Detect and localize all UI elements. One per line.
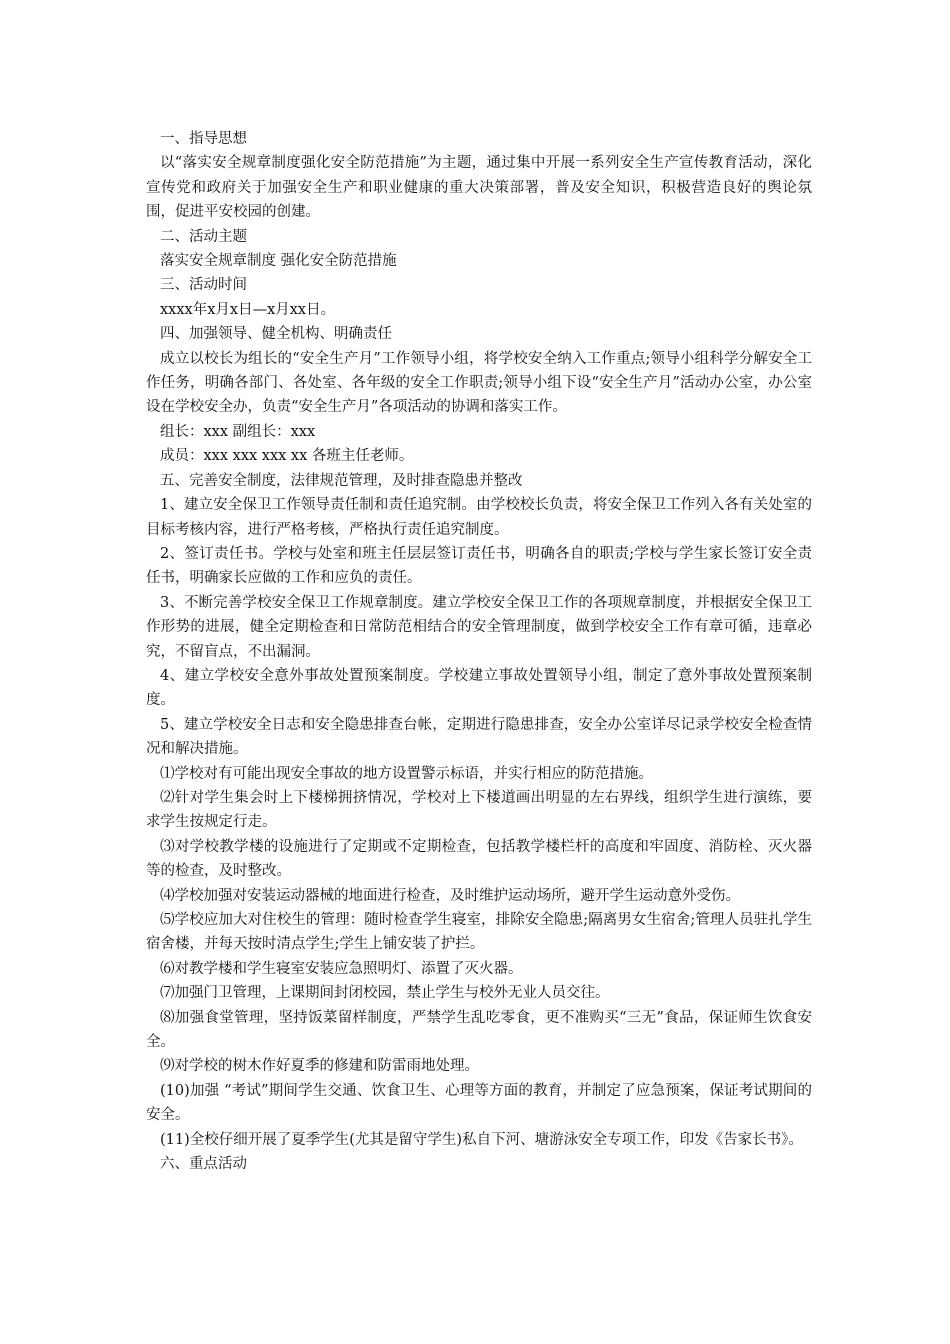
section-heading-key-activities: 六、重点活动 (160, 1156, 247, 1173)
sub-item-4: ⑷学校加强对安装运动器械的地面进行检查，及时维护运动场所，避开学生运动意外受伤。 (160, 887, 740, 904)
list-item-4: 4、建立学校安全意外事故处置预案制度。学校建立事故处置领导小组，制定了意外事故处置预案制度。 (146, 667, 812, 709)
section-heading-safety-system: 五、完善安全制度，法律规范管理，及时排查隐患并整改 (160, 472, 523, 489)
document-body (146, 127, 812, 1176)
sub-item-2: ⑵针对学生集会时上下楼梯拥挤情况，学校对上下楼道画出明显的左右界线，组织学生进行演练，要求学生按规定行走。 (146, 789, 812, 831)
paragraph-guiding-ideology: 以“落实安全规章制度强化安全防范措施”为主题，通过集中开展一系列安全生产宣传教育活动，深化宣传党和政府关于加强安全生产和职业健康的重大决策部署，普及安全知识，积极营造良好的舆论氛围，促进平安校园的创建。 (146, 155, 812, 221)
sub-item-3: ⑶对学校教学楼的设施进行了定期或不定期检查，包括教学楼栏杆的高度和牢固度、消防栓、灭火器等的检查，及时整改。 (146, 838, 812, 880)
section-heading-activity-time: 三、活动时间 (160, 277, 247, 294)
paragraph-activity-theme: 落实安全规章制度 强化安全防范措施 (160, 253, 397, 270)
paragraph-group-members: 成员：xxx xxx xxx xx 各班主任老师。 (160, 448, 414, 465)
sub-item-1: ⑴学校对有可能出现安全事故的地方设置警示标语，并实行相应的防范措施。 (160, 765, 653, 782)
sub-item-10: (10)加强 “考试”期间学生交通、饮食卫生、心理等方面的教育，并制定了应急预案，保证考试期间的安全。 (146, 1082, 812, 1124)
paragraph-leadership: 成立以校长为组长的“安全生产月”工作领导小组，将学校安全纳入工作重点;领导小组科学分解安全工作任务，明确各部门、各处室、各年级的安全工作职责;领导小组下设“安全生产月”活动办公室，办公室设在学校安全办，负责“安全生产月”各项活动的协调和落实工作。 (146, 350, 812, 416)
sub-item-7: ⑺加强门卫管理，上课期间封闭校园，禁止学生与校外无业人员交往。 (160, 985, 610, 1002)
section-heading-leadership: 四、加强领导、健全机构、明确责任 (160, 326, 392, 343)
sub-item-9: ⑼对学校的树木作好夏季的修建和防雷雨地处理。 (160, 1058, 479, 1075)
list-item-5: 5、建立学校安全日志和安全隐患排查台帐，定期进行隐患排查，安全办公室详尽记录学校安全检查情况和解决措施。 (146, 716, 812, 758)
sub-item-6: ⑹对教学楼和学生寝室安装应急照明灯、添置了灭火器。 (160, 960, 523, 977)
sub-item-5: ⑸学校应加大对住校生的管理：随时检查学生寝室，排除安全隐患;隔离男女生宿舍;管理人员驻扎学生宿舍楼，并每天按时清点学生;学生上铺安装了护拦。 (146, 912, 812, 953)
list-item-1: 1、建立安全保卫工作领导责任制和责任追究制。由学校校长负责，将安全保卫工作列入各有关处室的目标考核内容，进行严格考核，严格执行责任追究制度。 (146, 497, 812, 538)
section-heading-activity-theme: 二、活动主题 (160, 228, 247, 245)
paragraph-group-leaders: 组长：xxx 副组长：xxx (160, 423, 316, 440)
list-item-3: 3、不断完善学校安全保卫工作规章制度。建立学校安全保卫工作的各项规章制度，并根据安全保卫工作形势的进展，健全定期检查和日常防范相结合的安全管理制度，做到学校安全工作有章可循，违章必究，不留盲点，不出漏洞。 (146, 594, 812, 660)
section-heading-guiding-ideology: 一、指导思想 (160, 131, 247, 147)
paragraph-activity-time: xxxx年x月x日—x月xx日。 (160, 301, 336, 318)
sub-item-8: ⑻加强食堂管理，坚持饭菜留样制度，严禁学生乱吃零食，更不准购买“三无”食品，保证师生饮食安全。 (146, 1009, 812, 1051)
list-item-2: 2、签订责任书。学校与处室和班主任层层签订责任书，明确各自的职责;学校与学生家长签订安全责任书，明确家长应做的工作和应负的责任。 (146, 545, 812, 587)
sub-item-11: (11)全校仔细开展了夏季学生(尤其是留守学生)私自下河、塘游泳安全专项工作，印发《告家长书》。 (160, 1131, 803, 1148)
